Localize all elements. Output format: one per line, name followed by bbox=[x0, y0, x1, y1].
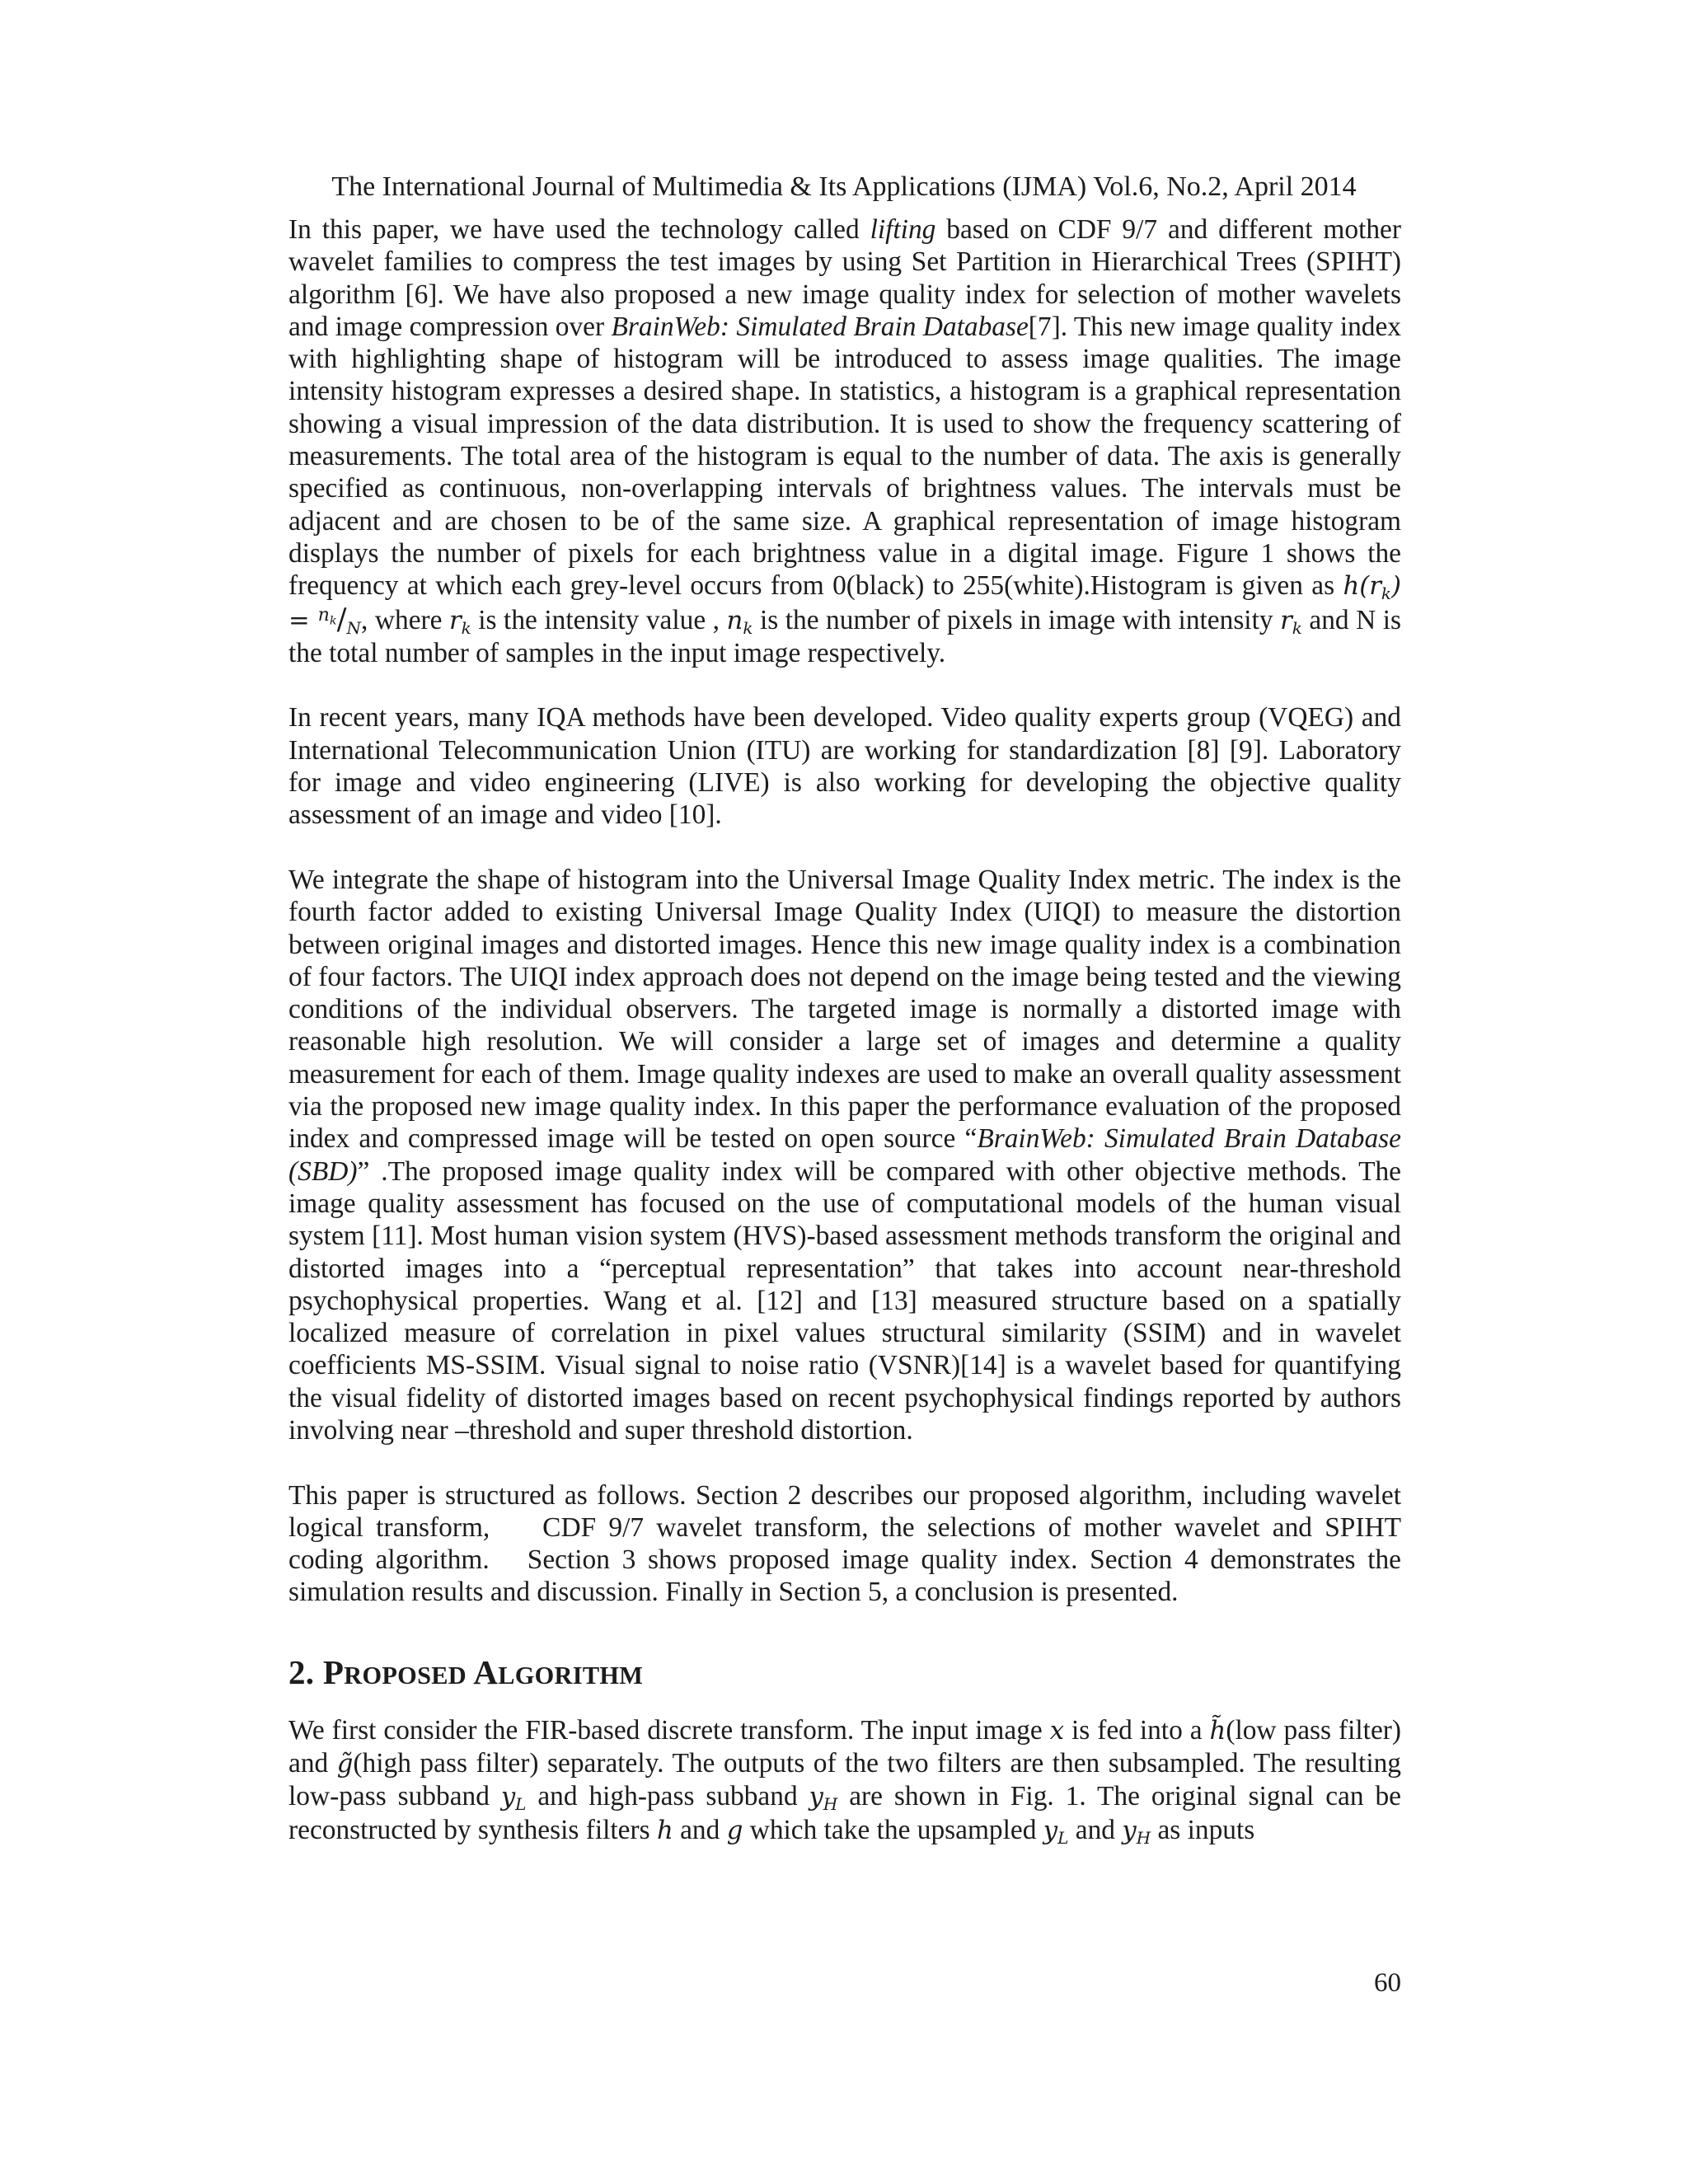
intensity-symbol: $r_k$ bbox=[448, 605, 471, 638]
paragraph-uiqi: We integrate the shape of histogram into the Universal Image Quality Index metric. The index is the fourth factor added to existing Universal Image Quality Index (UIQI) to measure the distortion between original images and distorted images. Hence this new image quality index is a combination of four factors. The UIQI index approach does not depend on the image being tested and the viewing conditions of the individual observers. The targeted image is normally a distorted image with reasonable high resolution. We will consider a large set of images and determine a quality measurement for each of them. Image quality indexes are used to make an overall quality assessment via the proposed new image quality index. In this paper the performance evaluation of the proposed index and compressed image will be tested on open source “BrainWeb: Simulated Brain Database (SBD)” .The proposed image quality index will be compared with other objective methods. The image quality assessment has focused on the use of computational models of the human visual system [11]. Most human vision system (HVS)-based assessment methods transform the original and distorted images into a “perceptual representation” that takes into account near-threshold psychophysical properties. Wang et al. [12] and [13] measured structure based on a spatially localized measure of correlation in pixel values structural similarity (SSIM) and in wavelet coefficients MS-SSIM. Visual signal to noise ratio (VSNR)[14] is a wavelet based for quantifying the visual fidelity of distorted images based on recent psychophysical findings reported by authors involving near –threshold and super threshold distortion. bbox=[288, 864, 1401, 1446]
running-header: The International Journal of Multimedia & Its Applications (IJMA) Vol.6, No.2, April 2014 bbox=[331, 171, 1357, 202]
count-symbol: $n_k$ bbox=[726, 605, 753, 638]
body-text bbox=[288, 213, 1401, 1847]
paragraph-iqa: In recent years, many IQA methods have been developed. Video quality experts group (VQEG) and International Telecommunication Union (ITU) are working for standardization [8] [9]. Laboratory for image and video engineering (LIVE) is also working for developing the objective quality assessment of an image and video [10]. bbox=[288, 702, 1401, 831]
page-number: 60 bbox=[1374, 1968, 1401, 1998]
paragraph-fir: We first consider the FIR-based discrete transform. The input image x is fed into a h̃(low pass filter) and g̃(high pass filter) separately. The outputs of the two filters are then subsampled. The resulting low-pass subband $y_L$ and high-pass subband $y_H$ are shown in Fig. 1. The original signal can be reconstructed by synthesis filters h and g which take the upsampled $y_L$ and $y_H$ as inputs bbox=[288, 1714, 1402, 1848]
intensity-symbol: $r_k$ bbox=[1280, 605, 1302, 638]
section-heading: 2. PROPOSED ALGORITHM bbox=[288, 1652, 644, 1691]
paragraph-intro: In this paper, we have used the technology called lifting based on CDF 9/7 and different mother wavelet families to compress the test images by using Set Partition in Hierarchical Trees (SPIHT) algorithm [6]. We have also proposed a new image quality index for selection of mother wavelets and image compression over BrainWeb: Simulated Brain Database[7]. This new image quality index with highlighting shape of histogram will be introduced to assess image qualities. The image intensity histogram expresses a desired shape. In statistics, a histogram is a graphical representation showing a visual impression of the data distribution. It is used to show the frequency scattering of measurements. The total area of the histogram is equal to the number of data. The axis is generally specified as continuous, non-overlapping intervals of brightness values. The intervals must be adjacent and are chosen to be of the same size. A graphical representation of image histogram displays the number of pixels for each brightness value in a digital image. Figure 1 shows the frequency at which each grey-level occurs from 0(black) to 255(white).Histogram is given as $h(r_k) = ^{n_k}/_N$, where $r_k$ is the intensity value , $n_k$ is the number of pixels in image with intensity $r_k$ and N is the total number of samples in the input image respectively. bbox=[288, 214, 1402, 668]
paragraph-structure: This paper is structured as follows. Section 2 describes our proposed algorithm, including wavelet logical transform, CDF 9/7 wavelet transform, the selections of mother wavelet and SPIHT coding algorithm. Section 3 shows proposed image quality index. Section 4 demonstrates the simulation results and discussion. Finally in Section 5, a conclusion is presented. bbox=[288, 1479, 1401, 1608]
histogram-formula: $h(r_k) = ^{n_k}/_N$ bbox=[288, 571, 1401, 638]
